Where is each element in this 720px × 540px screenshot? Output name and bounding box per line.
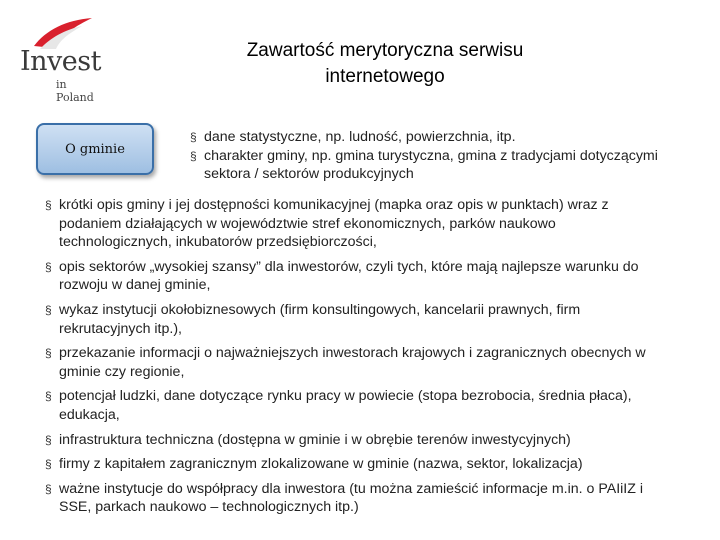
bullet-item: § wykaz instytucji okołobiznesowych (firm konsultingowych, kancelarii prawnych, firm rekrutacyjnych itp.), <box>45 301 670 338</box>
bullet-item: § ważne instytucje do współpracy dla inwestora (tu można zamieścić informacje m.in. o PAIiIZ i SSE, parkach naukowo – technologicznych itp.) <box>45 480 670 517</box>
section-box-label: O gminie <box>65 142 125 157</box>
bullet-item: § infrastruktura techniczna (dostępna w gminie i w obrębie terenów inwestycyjnych) <box>45 431 670 450</box>
bullet-item: § charakter gminy, np. gmina turystyczna, gmina z tradycjami dotyczącymi sektora / sektorów produkcyjnych <box>190 147 660 184</box>
title-line-1: Zawartość merytoryczna serwisu <box>246 40 524 61</box>
flag-swoosh-icon <box>32 16 94 50</box>
bullet-item: § opis sektorów „wysokiej szansy” dla inwestorów, czyli tych, które mają najlepsze warunku do rozwoju w danej gminie, <box>45 258 670 295</box>
bullet-item: § przekazanie informacji o najważniejszych inwestorach krajowych i zagranicznych obecnych w gminie czy regionie, <box>45 344 670 381</box>
bullet-item: § krótki opis gminy i jej dostępności komunikacyjnej (mapka oraz opis w punktach) wraz z podaniem działających w województwie stref ekonomicznych, parków naukowo technologicznych, inkubatorów przedsiębiorczości, <box>45 196 670 252</box>
invest-in-poland-logo <box>18 16 101 104</box>
logo-word: Invest <box>20 46 101 77</box>
bullet-item: § potencjał ludzki, dane dotyczące rynku pracy w powiecie (stopa bezrobocia, średnia płaca), edukacja, <box>45 387 670 424</box>
title-line-2: internetowego <box>325 66 445 87</box>
bullet-item: § firmy z kapitałem zagranicznym zlokalizowane w gminie (nazwa, sektor, lokalizacja) <box>45 455 670 474</box>
main-bullet-list <box>45 196 670 523</box>
page-title <box>185 38 585 90</box>
section-box-o-gminie <box>36 123 154 175</box>
logo-subtext: in Poland <box>56 78 94 104</box>
bullet-item: § dane statystyczne, np. ludność, powierzchnia, itp. <box>190 128 660 147</box>
top-bullet-list <box>190 128 660 184</box>
